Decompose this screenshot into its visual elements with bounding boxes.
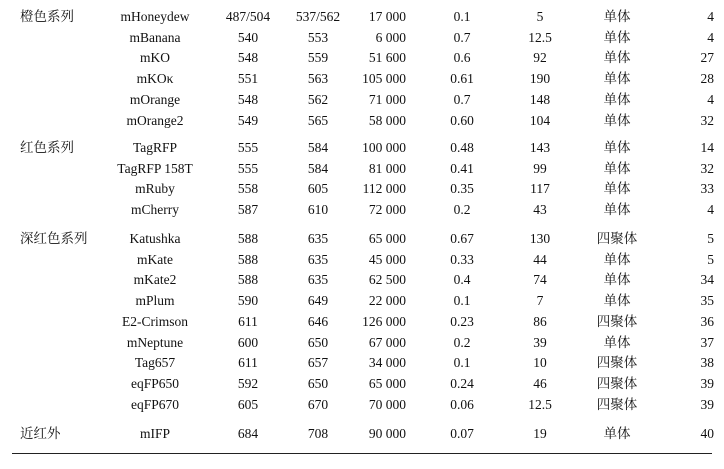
oligomer-state-cell: 单体 [603, 29, 631, 45]
quantum-yield-cell: 0.07 [450, 426, 474, 441]
extinction-cell: 71 000 [368, 91, 406, 107]
brightness-cell: 190 [529, 71, 551, 87]
reference-cell: 39 [700, 375, 714, 391]
quantum-yield-cell: 0.41 [450, 160, 474, 176]
brightness-cell: 7 [536, 293, 544, 309]
quantum-yield-cell: 0.6 [453, 50, 471, 66]
emission-cell: 657 [307, 355, 329, 371]
excitation-cell: 590 [237, 293, 259, 309]
quantum-yield-cell: 0.2 [453, 202, 471, 218]
protein-name: mKOκ [136, 71, 174, 87]
reference-cell: 37 [700, 334, 714, 350]
brightness-cell: 12.5 [528, 396, 552, 412]
reference-cell: 5 [707, 231, 714, 246]
table-row [0, 138, 724, 158]
extinction-cell: 81 000 [368, 160, 406, 176]
excitation-cell: 540 [237, 29, 259, 45]
extinction-cell: 45 000 [368, 251, 406, 267]
oligomer-state-cell: 四聚体 [596, 355, 638, 371]
emission-cell: 537/562 [295, 9, 341, 24]
emission-cell: 584 [307, 160, 329, 176]
excitation-cell: 555 [237, 160, 259, 176]
extinction-cell: 105 000 [362, 71, 406, 87]
extinction-cell: 62 500 [368, 272, 406, 288]
emission-cell: 584 [307, 140, 329, 155]
emission-cell: 605 [307, 181, 329, 197]
emission-cell: 649 [307, 293, 329, 309]
oligomer-state-cell: 单体 [603, 202, 631, 218]
reference-cell: 4 [707, 29, 714, 45]
brightness-cell: 10 [533, 355, 547, 371]
excitation-cell: 605 [237, 396, 259, 412]
excitation-cell: 588 [237, 231, 259, 246]
protein-name: E2-Crimson [122, 313, 188, 329]
extinction-cell: 90 000 [368, 426, 406, 441]
excitation-cell: 600 [237, 334, 259, 350]
quantum-yield-cell: 0.61 [450, 71, 474, 87]
quantum-yield-cell: 0.67 [450, 231, 474, 246]
protein-name: eqFP650 [130, 375, 180, 391]
reference-cell: 38 [700, 355, 714, 371]
extinction-cell: 70 000 [368, 396, 406, 412]
oligomer-state-cell: 单体 [603, 293, 631, 309]
quantum-yield-cell: 0.1 [453, 355, 471, 371]
reference-cell: 40 [700, 426, 714, 441]
reference-cell: 4 [707, 9, 714, 24]
extinction-cell: 100 000 [362, 140, 406, 155]
oligomer-state-cell: 单体 [603, 71, 631, 87]
brightness-cell: 117 [530, 181, 550, 197]
table-row [0, 229, 724, 249]
oligomer-state-cell: 单体 [603, 9, 631, 24]
emission-cell: 708 [307, 426, 329, 441]
extinction-cell: 65 000 [368, 231, 406, 246]
quantum-yield-cell: 0.4 [453, 272, 471, 288]
protein-name: mOrange [129, 91, 181, 107]
table-row [0, 424, 724, 444]
table-row [0, 48, 724, 68]
table-row [0, 200, 724, 220]
extinction-cell: 65 000 [368, 375, 406, 391]
excitation-cell: 592 [237, 375, 259, 391]
oligomer-state-cell: 单体 [603, 426, 631, 441]
emission-cell: 635 [307, 272, 329, 288]
oligomer-state-cell: 单体 [603, 251, 631, 267]
brightness-cell: 46 [533, 375, 547, 391]
emission-cell: 650 [307, 334, 329, 350]
protein-name: mPlum [135, 293, 175, 309]
quantum-yield-cell: 0.35 [450, 181, 474, 197]
table-row [0, 291, 724, 311]
group-label: 橙色系列 [20, 9, 74, 24]
table-row [0, 7, 724, 27]
oligomer-state-cell: 单体 [603, 140, 631, 155]
extinction-cell: 34 000 [368, 355, 406, 371]
extinction-cell: 51 600 [368, 50, 406, 66]
emission-cell: 635 [307, 231, 329, 246]
excitation-cell: 548 [237, 50, 259, 66]
oligomer-state-cell: 四聚体 [596, 375, 638, 391]
reference-cell: 32 [700, 112, 714, 128]
emission-cell: 563 [307, 71, 329, 87]
table-row [0, 353, 724, 373]
table-bottom-rule [12, 453, 712, 454]
protein-name: mNeptune [126, 334, 184, 350]
protein-name: eqFP670 [130, 396, 180, 412]
excitation-cell: 587 [237, 202, 259, 218]
table-row [0, 250, 724, 270]
reference-cell: 4 [707, 91, 714, 107]
reference-cell: 39 [700, 396, 714, 412]
reference-cell: 5 [707, 251, 714, 267]
protein-name: mKate2 [133, 272, 177, 288]
extinction-cell: 112 000 [362, 181, 406, 197]
brightness-cell: 143 [529, 140, 551, 155]
extinction-cell: 126 000 [362, 313, 406, 329]
brightness-cell: 148 [529, 91, 551, 107]
table-row [0, 395, 724, 415]
excitation-cell: 588 [237, 251, 259, 267]
protein-name: Katushka [129, 231, 181, 246]
brightness-cell: 19 [533, 426, 547, 441]
oligomer-state-cell: 单体 [603, 91, 631, 107]
reference-cell: 28 [700, 71, 714, 87]
extinction-cell: 67 000 [368, 334, 406, 350]
table-row [0, 90, 724, 110]
brightness-cell: 99 [533, 160, 547, 176]
reference-cell: 33 [700, 181, 714, 197]
extinction-cell: 72 000 [368, 202, 406, 218]
quantum-yield-cell: 0.7 [453, 91, 471, 107]
protein-name: mCherry [131, 202, 179, 218]
brightness-cell: 86 [533, 313, 547, 329]
brightness-cell: 44 [533, 251, 547, 267]
excitation-cell: 588 [237, 272, 259, 288]
oligomer-state-cell: 单体 [603, 50, 631, 66]
emission-cell: 670 [307, 396, 329, 412]
group-label: 深红色系列 [20, 231, 88, 246]
reference-cell: 35 [700, 293, 714, 309]
quantum-yield-cell: 0.1 [453, 293, 471, 309]
emission-cell: 559 [307, 50, 329, 66]
protein-name: mRuby [135, 181, 175, 197]
oligomer-state-cell: 单体 [603, 181, 631, 197]
brightness-cell: 104 [529, 112, 551, 128]
reference-cell: 4 [707, 202, 714, 218]
table-row [0, 159, 724, 179]
excitation-cell: 548 [237, 91, 259, 107]
oligomer-state-cell: 单体 [603, 272, 631, 288]
oligomer-state-cell: 单体 [603, 112, 631, 128]
oligomer-state-cell: 单体 [603, 334, 631, 350]
reference-cell: 27 [700, 50, 714, 66]
protein-name: TagRFP 158T [117, 160, 193, 176]
excitation-cell: 487/504 [225, 9, 271, 24]
table-row [0, 333, 724, 353]
emission-cell: 610 [307, 202, 329, 218]
extinction-cell: 6 000 [375, 29, 406, 45]
quantum-yield-cell: 0.06 [450, 396, 474, 412]
emission-cell: 646 [307, 313, 329, 329]
protein-name: mOrange2 [126, 112, 184, 128]
extinction-cell: 22 000 [368, 293, 406, 309]
reference-cell: 34 [700, 272, 714, 288]
table-row [0, 69, 724, 89]
reference-cell: 36 [700, 313, 714, 329]
protein-name: mBanana [129, 29, 181, 45]
oligomer-state-cell: 四聚体 [596, 396, 638, 412]
quantum-yield-cell: 0.48 [450, 140, 474, 155]
emission-cell: 553 [307, 29, 329, 45]
protein-name: mIFP [139, 426, 171, 441]
brightness-cell: 39 [533, 334, 547, 350]
group-label: 近红外 [20, 426, 61, 441]
quantum-yield-cell: 0.33 [450, 251, 474, 267]
table-row [0, 111, 724, 131]
emission-cell: 650 [307, 375, 329, 391]
oligomer-state-cell: 四聚体 [596, 231, 638, 246]
emission-cell: 565 [307, 112, 329, 128]
extinction-cell: 17 000 [368, 9, 406, 24]
oligomer-state-cell: 四聚体 [596, 313, 638, 329]
excitation-cell: 549 [237, 112, 259, 128]
excitation-cell: 684 [237, 426, 259, 441]
group-label: 红色系列 [20, 140, 74, 155]
reference-cell: 14 [700, 140, 714, 155]
protein-name: mHoneydew [120, 9, 190, 24]
emission-cell: 562 [307, 91, 329, 107]
protein-name: TagRFP [132, 140, 178, 155]
quantum-yield-cell: 0.1 [453, 9, 471, 24]
excitation-cell: 611 [238, 355, 258, 371]
quantum-yield-cell: 0.7 [453, 29, 471, 45]
table-row [0, 179, 724, 199]
quantum-yield-cell: 0.60 [450, 112, 474, 128]
brightness-cell: 92 [533, 50, 547, 66]
extinction-cell: 58 000 [368, 112, 406, 128]
emission-cell: 635 [307, 251, 329, 267]
reference-cell: 32 [700, 160, 714, 176]
brightness-cell: 74 [533, 272, 547, 288]
excitation-cell: 555 [237, 140, 259, 155]
quantum-yield-cell: 0.23 [450, 313, 474, 329]
quantum-yield-cell: 0.24 [450, 375, 474, 391]
table-row [0, 312, 724, 332]
oligomer-state-cell: 单体 [603, 160, 631, 176]
brightness-cell: 5 [536, 9, 544, 24]
quantum-yield-cell: 0.2 [453, 334, 471, 350]
protein-name: mKate [137, 251, 173, 267]
excitation-cell: 611 [238, 313, 258, 329]
brightness-cell: 12.5 [528, 29, 552, 45]
excitation-cell: 551 [237, 71, 259, 87]
excitation-cell: 558 [237, 181, 259, 197]
protein-name: mKO [140, 50, 170, 66]
protein-name: Tag657 [134, 355, 176, 371]
brightness-cell: 130 [529, 231, 551, 246]
table-row [0, 270, 724, 290]
brightness-cell: 43 [533, 202, 547, 218]
table-row [0, 28, 724, 48]
table-row [0, 374, 724, 394]
